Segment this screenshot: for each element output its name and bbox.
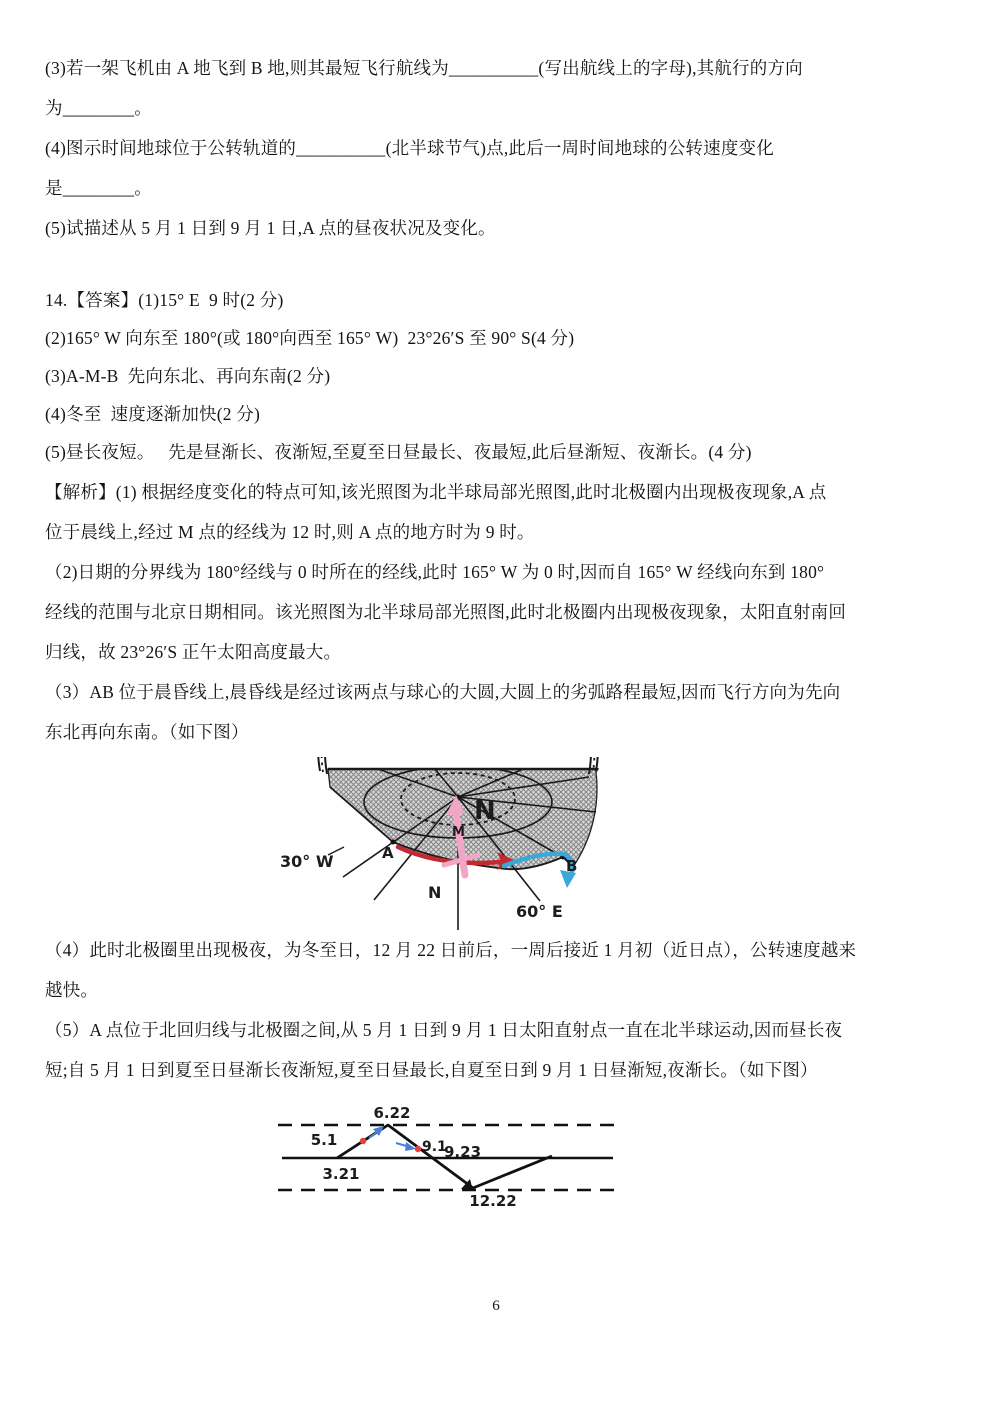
answer-line: (5)昼长夜短。 先是昼渐长、夜渐短,至夏至日昼最长、夜最短,此后昼渐短、夜渐长。(4 分) xyxy=(45,442,752,462)
analysis-line: （2)日期的分界线为 180°经线与 0 时所在的经线,此时 165° W 为 0 时,因而自 165° W 经线向东到 180° xyxy=(45,562,825,582)
answer-line: (4)冬至 速度逐渐加快(2 分) xyxy=(45,404,261,424)
blue-motion-arrow-up xyxy=(369,1126,384,1138)
question-line: 是________。 xyxy=(45,178,152,198)
illumination-diagram xyxy=(276,757,644,942)
analysis-line: （4）此时北极圈里出现极夜，为冬至日，12 月 22 日前后，一周后接近 1 月初（近日点），公转速度越来 xyxy=(45,940,857,960)
sun-declination-diagram xyxy=(260,1092,664,1225)
analysis-line: 经线的范围与北京日期相同。该光照图为北半球局部光照图,此时北极圈内出现极夜现象，太阳直射南回 xyxy=(45,602,847,622)
analysis-line: 越快。 xyxy=(45,980,99,1000)
point-b-label: B xyxy=(566,857,578,875)
longitude-west-label: 30° W xyxy=(280,852,334,871)
analysis-line: 归线，故 23°26′S 正午太阳高度最大。 xyxy=(45,642,342,662)
analysis-line: 东北再向东南。（如下图） xyxy=(45,722,249,742)
question-line: (5)试描述从 5 月 1 日到 9 月 1 日,A 点的昼夜状况及变化。 xyxy=(45,218,496,238)
september-first-label: 9.1 xyxy=(422,1139,447,1155)
point-a-label: A xyxy=(382,844,394,862)
analysis-line: 位于晨线上,经过 M 点的经线为 12 时,则 A 点的地方时为 9 时。 xyxy=(45,522,535,542)
north-pole-label: N xyxy=(474,796,496,826)
question-line: 为________。 xyxy=(45,98,152,118)
summer-solstice-label: 6.22 xyxy=(373,1104,411,1122)
page-number: 6 xyxy=(492,1298,500,1314)
point-m-label: M xyxy=(452,825,465,840)
may-first-dot xyxy=(360,1138,366,1144)
question-block xyxy=(45,48,955,248)
may-first-label: 5.1 xyxy=(310,1131,338,1149)
analysis-line: （5）A 点位于北回归线与北极圈之间,从 5 月 1 日到 9 月 1 日太阳直射点一直在北半球运动,因而昼长夜 xyxy=(45,1020,843,1040)
question-line: (3)若一架飞机由 A 地飞到 B 地,则其最短飞行航线为__________(写出航线上的字母),其航行的方向 xyxy=(45,58,803,78)
answer-line: (2)165° W 向东至 180°(或 180°向西至 165° W) 23°26′S 至 90° S(4 分) xyxy=(45,328,575,348)
answer-line: (3)A-M-B 先向东北、再向东南(2 分) xyxy=(45,366,331,386)
answer-block xyxy=(45,281,955,471)
analysis-line: 短;自 5 月 1 日到夏至日昼渐长夜渐短,夏至日昼最长,自夏至日到 9 月 1 日昼渐短,夜渐长。（如下图） xyxy=(45,1060,818,1080)
point-n-label: N xyxy=(428,883,442,902)
longitude-east-label: 60° E xyxy=(516,902,563,921)
analysis-line: 【解析】(1) 根据经度变化的特点可知,该光照图为北半球局部光照图,此时北极圈内出现极夜现象,A 点 xyxy=(45,482,827,502)
answer-line: 14.【答案】(1)15° E 9 时(2 分) xyxy=(45,290,284,310)
analysis-block-2 xyxy=(45,930,955,1090)
winter-solstice-label: 12.22 xyxy=(469,1192,517,1210)
autumn-equinox-label: 9.23 xyxy=(444,1143,482,1161)
analysis-line: （3）AB 位于晨昏线上,晨昏线是经过该两点与球心的大圆,大圆上的劣弧路程最短,因而飞行方向为先向 xyxy=(45,682,841,702)
spring-equinox-label: 3.21 xyxy=(322,1165,360,1183)
analysis-block-1 xyxy=(45,472,955,752)
question-line: (4)图示时间地球位于公转轨道的__________(北半球节气)点,此后一周时间地球的公转速度变化 xyxy=(45,138,774,158)
